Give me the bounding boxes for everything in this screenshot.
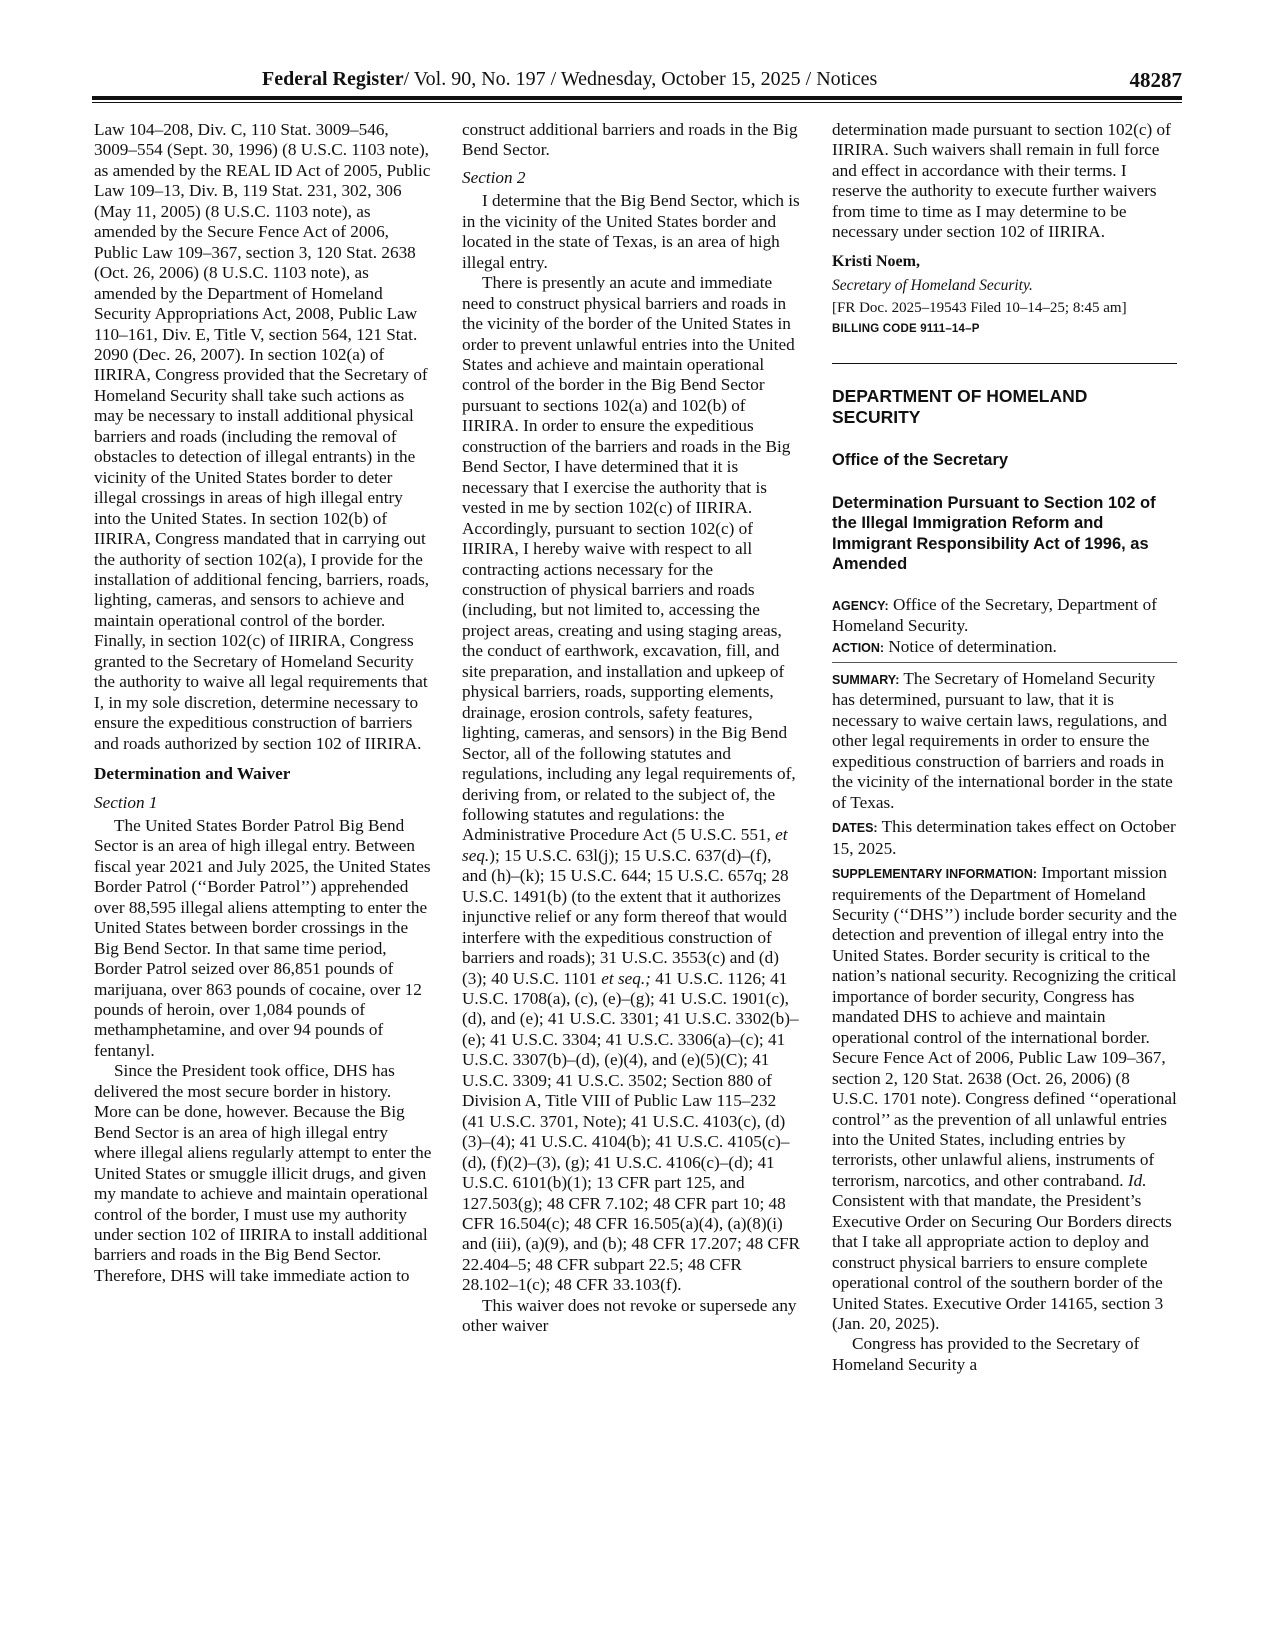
section-1-heading: Section 1 [94, 792, 158, 812]
column-1 [94, 120, 432, 1286]
header-rule-thin [92, 102, 1182, 103]
issue-line: / Vol. 90, No. 197 / Wednesday, October 15, 2025 / Notices [403, 68, 878, 90]
paragraph: construct additional barriers and roads in the Big Bend Sector. [462, 120, 798, 160]
action-value: Notice of determination. [884, 636, 1057, 656]
paragraph: determination made pursuant to section 102(c) of IIRIRA. Such waivers shall remain in full force and effect in accordance with their terms. I reserve the authority to execute further waivers from time to time as I may determine to be necessary under section 102 of IIRIRA. [832, 120, 1171, 242]
document-title: Determination Pursuant to Section 102 of the Illegal Immigration Reform and Immigrant Responsibility Act of 1996, as Amended [832, 493, 1156, 574]
supplementary-text: Consistent with that mandate, the President’s Executive Order on Securing Our Borders directs that I take all appropriate action to deploy and construct physical barriers to ensure complete operational control of the southern border of the United States. Executive Order 14165, section 3 (Jan. 20, 2025). [832, 1191, 1172, 1334]
supplementary-info [832, 863, 1177, 1334]
signer-name: Kristi Noem, [832, 252, 920, 270]
et-seq: et seq. [462, 825, 788, 865]
supplementary-label: SUPPLEMENTARY INFORMATION: [832, 867, 1038, 882]
paragraph: This waiver does not revoke or supersede any other waiver [462, 1295, 797, 1336]
dates-label: DATES: [832, 821, 878, 836]
header-citation [262, 68, 877, 91]
agency-line [832, 595, 1177, 637]
paragraph: I determine that the Big Bend Sector, which is in the vicinity of the United States border and located in the state of Texas, is an area of high illegal entry. [462, 191, 800, 272]
document-separator-rule [832, 363, 1177, 364]
section-heading-determination-waiver: Determination and Waiver [94, 764, 291, 784]
paragraph: The United States Border Patrol Big Bend Sector is an area of high illegal entry. Between fiscal year 2021 and July 2025, the United States Border Patrol (‘‘Border Patrol’’) apprehended over 88,595 illegal aliens attempting to enter the United States between border crossings in the Big Bend Sector. In that same time period, Border Patrol seized over 86,851 pounds of marijuana, over 863 pounds of cocaine, over 12 pounds of heroin, over 1,084 pounds of methamphetamine, and over 94 pounds of fentanyl. [94, 815, 431, 1060]
action-label: ACTION: [832, 640, 885, 655]
id-citation: Id. [1127, 1170, 1147, 1190]
column-3 [832, 120, 1177, 1375]
waiver-paragraph [462, 273, 800, 1296]
summary-label: SUMMARY: [832, 672, 900, 687]
fr-doc-line: [FR Doc. 2025–19543 Filed 10–14–25; 8:45 am] [832, 300, 1127, 317]
waiver-text: There is presently an acute and immediate need to construct physical barriers and roads in the vicinity of the border of the United States in order to prevent unlawful entries into the United States and achieve and maintain operational control of the border in the Big Bend Sector pursuant to sections 102(a) and 102(b) of IIRIRA. In order to ensure the expeditious construction of the barriers and roads in the Big Bend Sector, I have determined that it is necessary that I exercise the authority that is vested in me by section 102(c) of IIRIRA. Accordingly, pursuant to section 102(c) of IIRIRA, I hereby waive with respect to all contracting actions necessary for the construction of physical barriers and roads (including, but not limited to, accessing the project areas, creating and using staging areas, the conduct of earthwork, excavation, fill, and site preparation, and installation and upkeep of physical barriers, roads, supporting elements, drainage, erosion controls, safety features, lighting, cameras, and sensors) in the Big Bend Sector, all of the following statutes and regulations, including any legal requirements of, deriving from, or related to the subject of, the following statutes and regulations: the Administrative Procedure Act (5 U.S.C. 551, [462, 273, 796, 845]
supplementary-text: Important mission requirements of the Department of Homeland Security (‘‘DHS’’) include border security and the detection and prevention of illegal entry into the United States. Border security is critical to the nation’s national security. Recognizing the critical importance of border security, Congress has mandated DHS to achieve and maintain operational control of the international border. Secure Fence Act of 2006, Public Law 109–367, section 2, 120 Stat. 2638 (Oct. 26, 2006) (8 U.S.C. 1701 note). Congress defined ‘‘operational control’’ as the prevention of all unlawful entries into the United States, including entries by terrorists, other unlawful aliens, instruments of terrorism, narcotics, and other contraband. [832, 863, 1177, 1190]
summary-line [832, 669, 1177, 813]
billing-code: BILLING CODE 9111–14–P [832, 323, 980, 336]
running-header [92, 64, 1182, 98]
office-heading: Office of the Secretary [832, 451, 1009, 470]
summary-value: The Secretary of Homeland Security has determined, pursuant to law, that it is necessary to waive certain laws, regulations, and other legal requirements in order to ensure the expeditious construction of barriers and roads in the vicinity of the international border in the state of Texas. [832, 668, 1173, 812]
journal-name: Federal Register [262, 68, 404, 90]
waiver-text: ); 15 U.S.C. 63l(j); 15 U.S.C. 637(d)–(f), and (h)–(k); 15 U.S.C. 644; 15 U.S.C. 657q; 28 U.S.C. 1491(b) (to the extent that it authorizes injunctive relief or any form thereof that would interfere with the expeditious construction of barriers and roads); 31 U.S.C. 3553(c) and (d)(3); 40 U.S.C. 1101 [462, 845, 789, 988]
page-number: 48287 [1129, 68, 1182, 92]
paragraph: Since the President took office, DHS has delivered the most secure border in history. More can be done, however. Because the Big Bend Sector is an area of high illegal entry where illegal aliens regularly attempt to enter the United States or smuggle illicit drugs, and given my mandate to achieve and maintain operational control of the border, I must use my authority under section 102 of IIRIRA to install additional barriers and roads in the Big Bend Sector. Therefore, DHS will take immediate action to [94, 1061, 432, 1285]
waiver-text: 41 U.S.C. 1126; 41 U.S.C. 1708(a), (c), (e)–(g); 41 U.S.C. 1901(c), (d), and (e); 41 U.S.C. 3301; 41 U.S.C. 3302(b)–(e); 41 U.S.C. 3304; 41 U.S.C. 3306(a)–(c); 41 U.S.C. 3307(b)–(d), (e)(4), and (e)(5)(C); 41 U.S.C. 3309; 41 U.S.C. 3502; Section 880 of Division A, Title VIII of Public Law 115–232 (41 U.S.C. 3701, Note); 41 U.S.C. 4103(c), (d)(3)–(4); 41 U.S.C. 4104(b); 41 U.S.C. 4105(c)–(d), (f)(2)–(3), (g); 41 U.S.C. 4106(c)–(d); 41 U.S.C. 6101(b)(1); 13 CFR part 125, and 127.503(g); 48 CFR 7.102; 48 CFR part 10; 48 CFR 16.504(c); 48 CFR 16.505(a)(4), (a)(8)(i) and (iii), (a)(9), and (b); 48 CFR 17.207; 48 CFR 22.404–5; 48 CFR subpart 22.5; 48 CFR 28.102–1(c); 48 CFR 33.103(f). [462, 968, 800, 1295]
header-rule-thick [92, 96, 1182, 100]
action-line [832, 637, 1177, 658]
department-heading: DEPARTMENT OF HOMELAND SECURITY [832, 386, 1088, 428]
dates-value: This determination takes effect on October 15, 2025. [832, 817, 1176, 858]
section-2-heading: Section 2 [462, 167, 526, 187]
column-2 [462, 120, 800, 1337]
paragraph: Congress has provided to the Secretary of Homeland Security a [832, 1334, 1140, 1374]
paragraph: Law 104–208, Div. C, 110 Stat. 3009–546, 3009–554 (Sept. 30, 1996) (8 U.S.C. 1103 note), as amended by the REAL ID Act of 2005, Public Law 109–13, Div. B, 119 Stat. 231, 302, 306 (May 11, 2005) (8 U.S.C. 1103 note), as amended by the Secure Fence Act of 2006, Public Law 109–367, section 3, 120 Stat. 2638 (Oct. 26, 2006) (8 U.S.C. 1103 note), as amended by the Department of Homeland Security Appropriations Act, 2008, Public Law 110–161, Div. E, Title V, section 564, 121 Stat. 2090 (Dec. 26, 2007). In section 102(a) of IIRIRA, Congress provided that the Secretary of Homeland Security shall take such actions as may be necessary to install additional physical barriers and roads (including the removal of obstacles to detection of illegal entrants) in the vicinity of the United States border to deter illegal crossings in areas of high illegal entry into the United States. In section 102(b) of IIRIRA, Congress mandated that in carrying out the authority of section 102(a), I provide for the installation of additional fencing, barriers, roads, lighting, cameras, and sensors to achieve and maintain operational control of the border. Finally, in section 102(c) of IIRIRA, Congress granted to the Secretary of Homeland Security the authority to waive all legal requirements that I, in my sole discretion, determine necessary to ensure the expeditious construction of barriers and roads authorized by section 102 of IIRIRA. [94, 120, 431, 753]
agency-value: Office of the Secretary, Department of Homeland Security. [832, 594, 1157, 636]
et-seq: et seq.; [601, 968, 651, 988]
dates-line [832, 817, 1177, 859]
agency-label: AGENCY: [832, 598, 889, 613]
preamble-rule [832, 662, 1177, 663]
signer-title: Secretary of Homeland Security. [832, 277, 1033, 295]
